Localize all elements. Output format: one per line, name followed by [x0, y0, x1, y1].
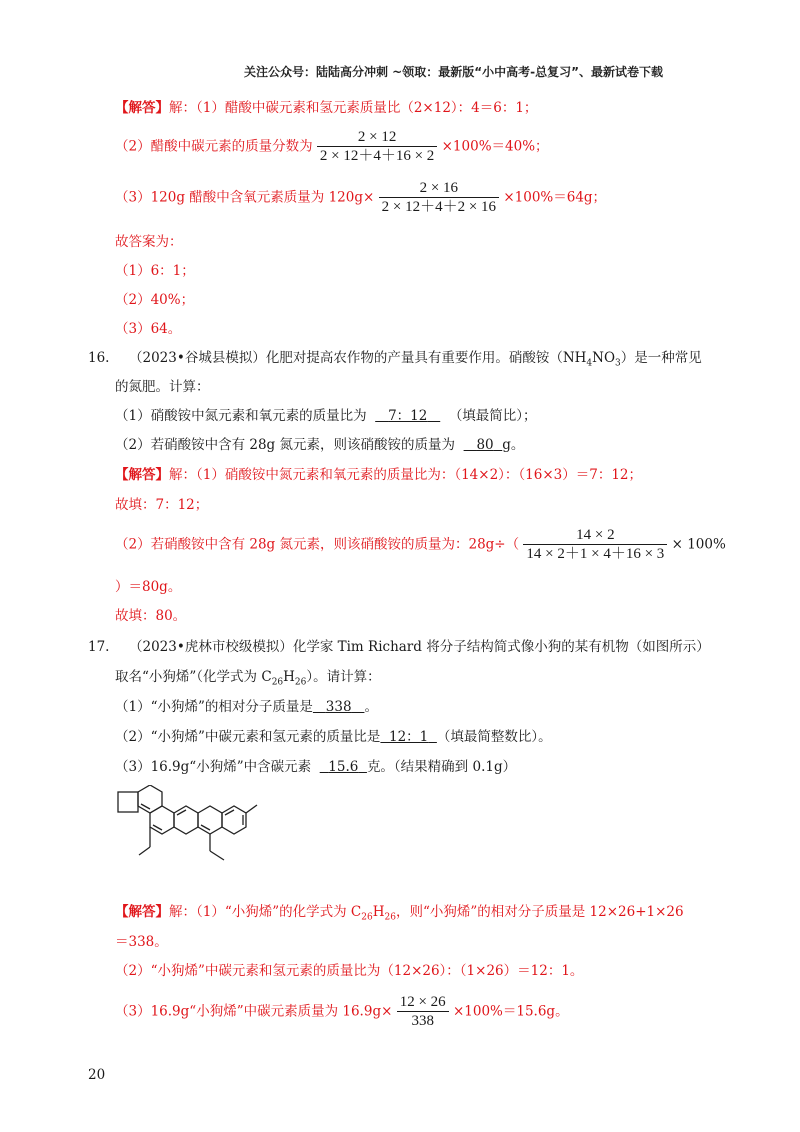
question-part-2 — [115, 436, 524, 454]
question-number: 16. — [88, 350, 110, 366]
question-part-1 — [115, 698, 378, 716]
fraction-numerator: 2 × 12 — [357, 129, 397, 145]
fraction-denominator: 2 × 12＋4＋16 × 2 — [317, 146, 437, 166]
blank-value: 7：12 — [388, 408, 428, 424]
cyclobutane-ring — [118, 792, 138, 812]
solution-text: H — [372, 904, 385, 920]
subscript: 26 — [294, 677, 307, 688]
answer-blank — [464, 437, 503, 453]
stem-text: 取名“小狗烯”（化学式为 C — [115, 669, 272, 685]
answer-tag: 【解答】 — [115, 904, 169, 920]
stem-text: H — [283, 669, 295, 685]
part-text: （1）“小狗烯”的相对分子质量是 — [115, 699, 313, 715]
answer-tag: 【解答】 — [115, 100, 169, 116]
answer-line-1 — [115, 99, 537, 117]
part-text: g。 — [502, 437, 525, 453]
blank-value: 15.6 — [328, 759, 359, 775]
solution-text: ×100%＝15.6g。 — [452, 1003, 569, 1020]
solution-line-1-cont: ＝338。 — [115, 934, 168, 950]
subscript: 3 — [615, 358, 621, 369]
part-text: （1）硝酸铵中氮元素和氧元素的质量比为 — [115, 408, 367, 424]
part-text: （2）若硝酸铵中含有 28g 氮元素，则该硝酸铵的质量为 — [115, 437, 455, 453]
fraction-denominator: 2 × 12＋4＋2 × 16 — [379, 197, 499, 217]
answer-blank — [375, 408, 440, 424]
question-part-1 — [115, 407, 537, 425]
stem-text: NO — [592, 350, 616, 366]
question-part-2 — [115, 728, 552, 746]
answer-blank — [313, 699, 365, 715]
fraction — [317, 128, 437, 166]
part-text: 克。（结果精确到 0.1g） — [366, 759, 517, 775]
part-text: 。 — [364, 699, 378, 715]
part-text: （填最简比）； — [448, 408, 537, 424]
blank-value: 338 — [325, 699, 352, 715]
fraction-numerator: 14 × 2 — [576, 527, 615, 543]
fraction-numerator: 2 × 16 — [419, 180, 459, 196]
blank-value: 12：1 — [389, 729, 429, 745]
solution-text: × 100% — [671, 536, 726, 553]
solution-line-1 — [115, 466, 642, 484]
solution-text: （2）若硝酸铵中含有 28g 氮元素，则该硝酸铵的质量为：28g÷（ — [115, 536, 520, 553]
subscript: 26 — [384, 912, 396, 923]
solution-line-2: （2）“小狗烯”中碳元素和氢元素的质量比为（12×26）：（1×26）＝12：1。 — [115, 963, 584, 979]
fraction — [379, 179, 499, 217]
question-part-3 — [115, 758, 516, 776]
answer-blank — [380, 729, 436, 745]
answer-text: （2）醋酸中碳元素的质量分数为 — [115, 138, 313, 155]
fraction-denominator: 338 — [397, 1011, 449, 1031]
page-header: 关注公众号：陆陆高分冲刺 ~领取：最新版“小中高考-总复习”、最新试卷下载 — [244, 65, 663, 79]
answer-text: 解：（1）醋酸中碳元素和氢元素质量比（2×12）：4＝6：1； — [169, 100, 538, 116]
stem-text: ）。请计算： — [306, 669, 381, 685]
part-text: （填最简整数比）。 — [436, 729, 552, 745]
question-stem: （2023•虎林市校级模拟）化学家 Tim Richard 将分子结构简式像小狗的某有机物（如图所示） — [129, 639, 710, 655]
answer-intro: 故答案为： — [115, 234, 183, 250]
answer-text: （3）120g 醋酸中含氧元素质量为 120g× — [115, 189, 375, 206]
question-stem-cont — [115, 668, 381, 692]
fraction — [397, 993, 449, 1031]
answer-tag: 【解答】 — [115, 467, 169, 483]
answer-text: ×100%＝64g； — [503, 189, 607, 206]
fraction — [523, 526, 667, 564]
fraction-denominator: 14 × 2＋1 × 4＋16 × 3 — [523, 544, 667, 564]
blank-value: 80 — [476, 437, 494, 453]
part-text: （2）“小狗烯”中碳元素和氢元素的质量比是 — [115, 729, 381, 745]
answer-line-2 — [115, 128, 549, 166]
answer-text: ×100%＝40%； — [441, 138, 549, 155]
ethyl-bond — [210, 851, 224, 860]
answer-2: （2）40%； — [115, 292, 195, 308]
subscript: 26 — [271, 677, 284, 688]
solution-text: 解：（1）硝酸铵中氮元素和氧元素的质量比为：（14×2）：（16×3）＝7：12； — [169, 467, 643, 483]
solution-text: 解：（1）“小狗烯”的化学式为 C — [169, 904, 362, 920]
solution-text: ，则“小狗烯”的相对分子质量是 12×26+1×26 — [395, 904, 684, 920]
page-number: 20 — [88, 1067, 106, 1083]
solution-line-1 — [115, 903, 684, 927]
question-number: 17. — [88, 639, 110, 655]
solution-line-3 — [115, 993, 569, 1031]
fill-line-1: 故填：7：12； — [115, 497, 209, 513]
answer-blank — [320, 759, 367, 775]
methyl-bond — [246, 805, 257, 813]
part-text: （3）16.9g“小狗烯”中含碳元素 — [115, 759, 312, 775]
fraction-numerator: 12 × 26 — [399, 994, 446, 1010]
stem-text: （2023•谷城县模拟）化肥对提高农作物的产量具有重要作用。硝酸铵（NH — [129, 350, 587, 366]
solution-text: （3）16.9g“小狗烯”中碳元素质量为 16.9g× — [115, 1003, 393, 1020]
question-stem-cont: 的氮肥。计算： — [115, 379, 210, 395]
solution-line-2-end: ）＝80g。 — [115, 579, 182, 595]
stem-text: ）是一种常见 — [620, 350, 702, 366]
answer-3: （3）64。 — [115, 321, 182, 337]
question-stem — [129, 349, 702, 373]
answer-line-3 — [115, 179, 606, 217]
answer-1: （1）6：1； — [115, 263, 195, 279]
fill-line-2: 故填：80。 — [115, 608, 187, 624]
ethyl-bond — [139, 847, 150, 855]
molecule-structure-diagram — [112, 785, 262, 885]
subscript: 4 — [586, 358, 593, 369]
subscript: 26 — [361, 912, 373, 923]
solution-line-2 — [115, 526, 726, 564]
